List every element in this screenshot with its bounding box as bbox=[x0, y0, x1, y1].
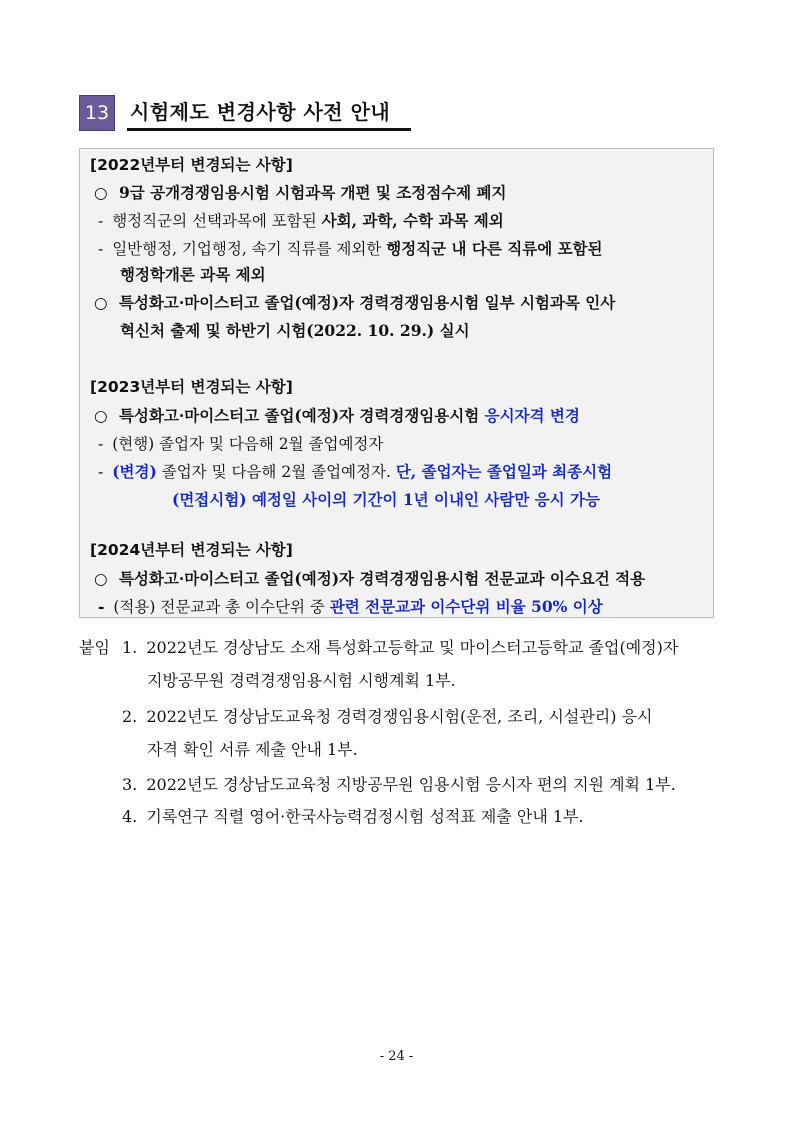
group-2024-item-1-text: 특성화고·마이스터고 졸업(예정)자 경력경쟁임용시험 전문교과 이수요건 적용 bbox=[118, 569, 646, 588]
group-2024-sub-1-highlight: 관련 전문교과 이수단위 비율 50% 이상 bbox=[329, 597, 603, 616]
group-2024-heading: [2024년부터 변경되는 사항] bbox=[90, 541, 293, 559]
group-2023-sub-2-text: 졸업자 및 다음해 2월 졸업예정자. bbox=[156, 463, 396, 481]
group-2022-item-2 bbox=[94, 293, 615, 313]
dash-bullet: - bbox=[98, 463, 104, 481]
sub-2-bold: 행정직군 내 다른 직류에 포함된 bbox=[386, 239, 603, 258]
group-2022-item-2-cont: 혁신처 출제 및 하반기 시험(2022. 10. 29.) 실시 bbox=[120, 321, 470, 340]
attachment-2-number: 2. bbox=[122, 707, 138, 726]
sub-1-bold: 사회, 과학, 수학 과목 제외 bbox=[321, 211, 504, 230]
group-2023-item-1 bbox=[94, 406, 580, 426]
attachment-3-number: 3. bbox=[122, 775, 138, 794]
circle-bullet: ○ bbox=[94, 293, 108, 312]
dash-bullet: - bbox=[98, 435, 104, 453]
attachment-1-cont: 지방공무원 경력경쟁임용시험 시행계획 1부. bbox=[147, 671, 456, 690]
group-2024-item-1 bbox=[94, 569, 645, 589]
group-2022-item-2-text: 특성화고·마이스터고 졸업(예정)자 경력경쟁임용시험 일부 시험과목 인사 bbox=[118, 293, 616, 312]
changes-box bbox=[79, 148, 714, 618]
attachment-4-number: 4. bbox=[122, 807, 138, 826]
attachment-4-text: 기록연구 직렬 영어·한국사능력검정시험 성적표 제출 안내 1부. bbox=[146, 807, 584, 826]
section-title: 시험제도 변경사항 사전 안내 bbox=[130, 100, 391, 124]
attachment-4 bbox=[122, 806, 584, 828]
group-2023-sub-2-tag: (변경) bbox=[112, 462, 157, 481]
attachment-1 bbox=[122, 637, 678, 659]
attachments-label: 붙임 bbox=[79, 638, 110, 657]
group-2024-sub-1 bbox=[98, 597, 603, 617]
group-2023-sub-2-highlight: 단, 졸업자는 졸업일과 최종시험 bbox=[395, 462, 613, 481]
section-header bbox=[79, 95, 411, 131]
group-2022-item-1 bbox=[94, 183, 506, 203]
sub-1-text: 행정직군의 선택과목에 포함된 bbox=[112, 212, 322, 230]
attachment-2 bbox=[122, 706, 652, 728]
attachment-2-text: 2022년도 경상남도교육청 경력경쟁임용시험(운전, 조리, 시설관리) 응시 bbox=[146, 707, 653, 726]
group-2023-sub-1-text: (현행) 졸업자 및 다음해 2월 졸업예정자 bbox=[112, 435, 384, 453]
section-title-underline bbox=[127, 128, 411, 131]
group-2022-heading: [2022년부터 변경되는 사항] bbox=[90, 156, 293, 174]
group-2022-item-1-sub-2 bbox=[98, 239, 603, 259]
circle-bullet: ○ bbox=[94, 569, 108, 588]
group-2024-sub-1-text: (적용) 전문교과 총 이수단위 중 bbox=[113, 598, 330, 616]
sub-2-text: 일반행정, 기업행정, 속기 직류를 제외한 bbox=[112, 240, 387, 258]
attachment-2-cont: 자격 확인 서류 제출 안내 1부. bbox=[147, 740, 358, 759]
circle-bullet: ○ bbox=[94, 406, 108, 425]
group-2023-item-1-text: 특성화고·마이스터고 졸업(예정)자 경력경쟁임용시험 bbox=[118, 406, 485, 425]
attachment-3 bbox=[122, 774, 676, 796]
section-number-badge: 13 bbox=[79, 95, 115, 131]
dash-bullet: - bbox=[98, 240, 104, 258]
dash-bullet: - bbox=[98, 212, 104, 230]
circle-bullet: ○ bbox=[94, 183, 108, 202]
group-2023-item-1-highlight: 응시자격 변경 bbox=[484, 406, 580, 425]
group-2023-sub-2-cont: (면접시험) 예정일 사이의 기간이 1년 이내인 사람만 응시 가능 bbox=[172, 490, 600, 509]
group-2023-heading: [2023년부터 변경되는 사항] bbox=[90, 378, 293, 396]
group-2023-sub-1 bbox=[98, 434, 383, 454]
group-2022-item-1-text: 9급 공개경쟁임용시험 시험과목 개편 및 조정점수제 폐지 bbox=[118, 183, 507, 202]
group-2022-item-1-sub-1 bbox=[98, 211, 504, 231]
group-2023-sub-2 bbox=[98, 462, 612, 482]
dash-bullet: - bbox=[98, 597, 105, 616]
attachment-3-text: 2022년도 경상남도교육청 지방공무원 임용시험 응시자 편의 지원 계획 1부. bbox=[146, 775, 676, 794]
attachment-1-text: 2022년도 경상남도 소재 특성화고등학교 및 마이스터고등학교 졸업(예정)자 bbox=[146, 638, 679, 657]
page-number: - 24 - bbox=[379, 1049, 414, 1064]
group-2022-item-1-sub-2-cont: 행정학개론 과목 제외 bbox=[120, 265, 266, 284]
attachment-1-number: 1. bbox=[122, 638, 138, 657]
